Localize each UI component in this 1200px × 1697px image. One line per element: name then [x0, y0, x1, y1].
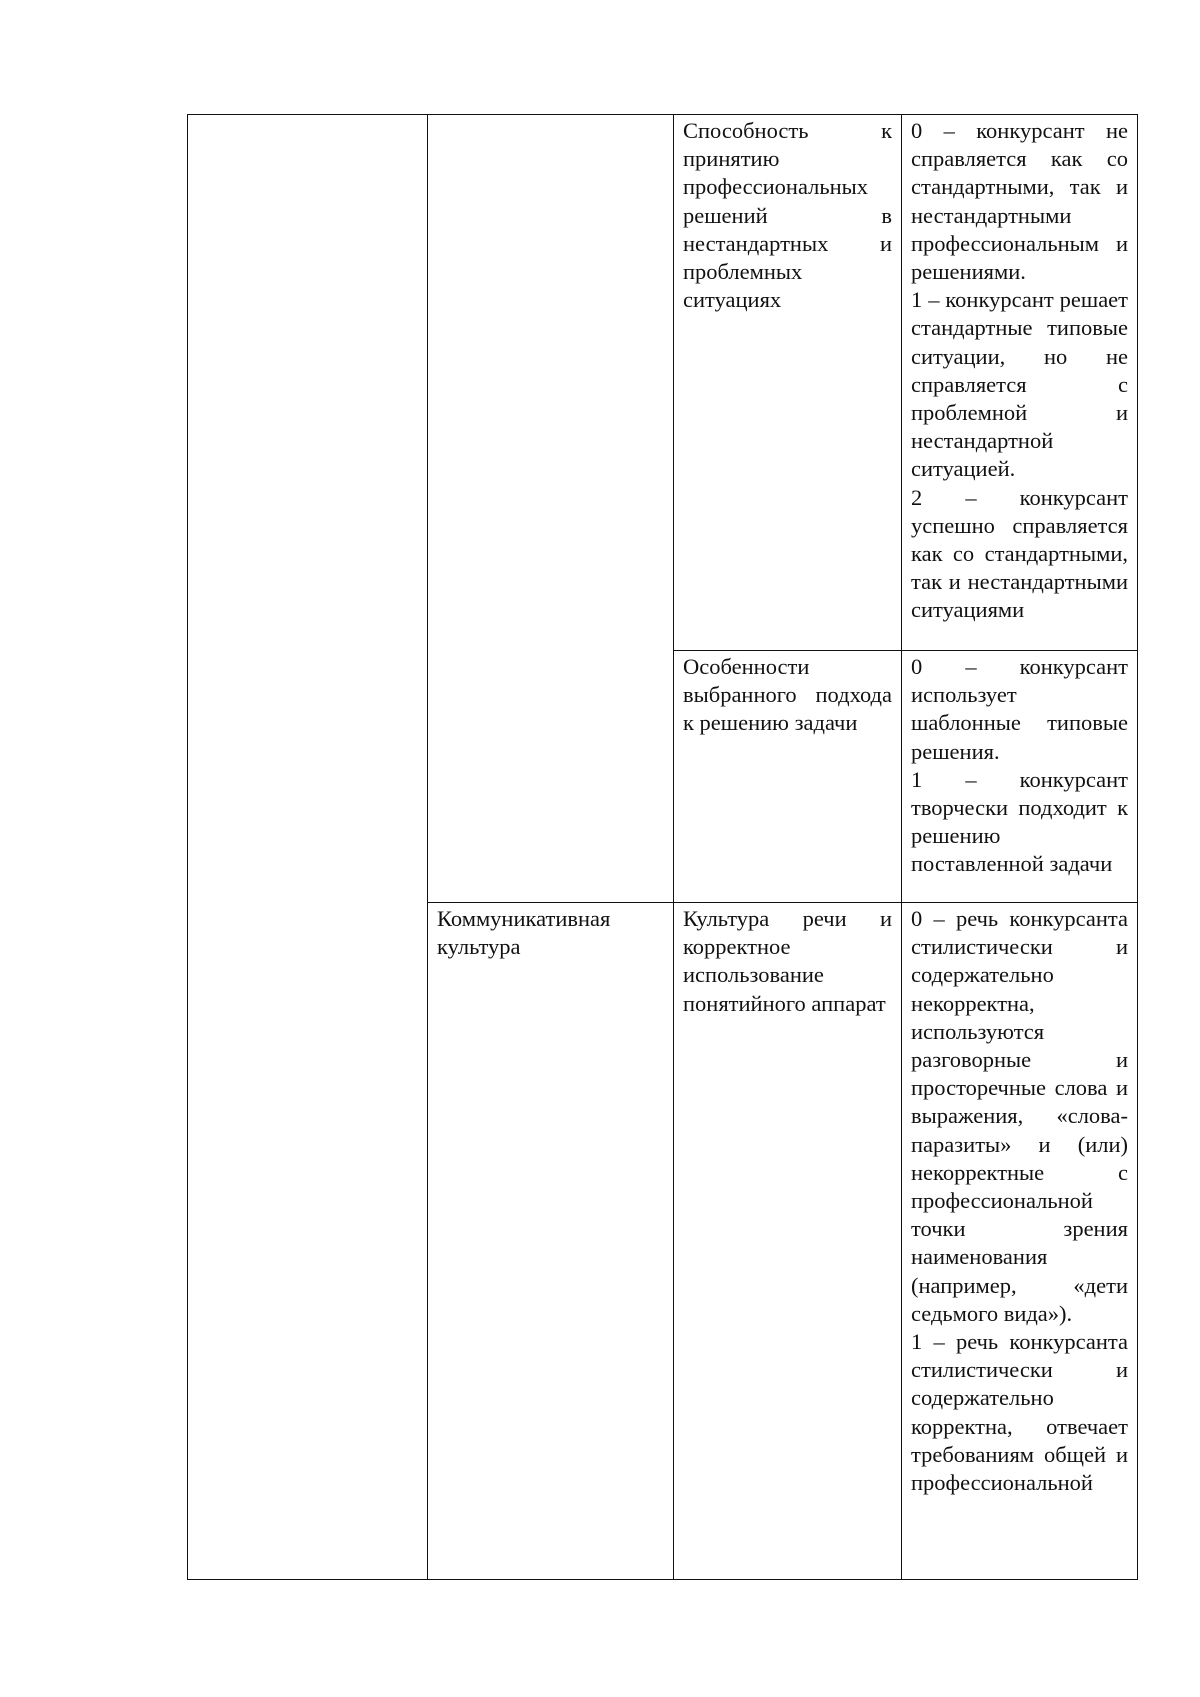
score-level-text: 1 – речь конкурсанта стилистически и содержательно корректна, отвечает требованиям общей и профессиональной	[911, 1329, 1128, 1496]
score-level-text: 0 – речь конкурсанта стилистически и содержательно некорректна, используются разговорные и просторечные слова и выражения, «слова-паразиты» и (или) некорректные с профессиональной точки зрения наименования (например, «дети седьмого вида»).	[911, 906, 1128, 1326]
score-description-cell	[902, 651, 1138, 903]
score-level-text: 0 – конкурсант не справляется как со стандартными, так и нестандартными профессиональным и решениями.	[911, 118, 1128, 285]
evaluation-criteria-table	[187, 114, 1138, 1580]
score-level-text: 0 – конкурсант использует шаблонные типовые решения.	[911, 654, 1128, 764]
score-description-cell	[902, 115, 1138, 651]
indicator-cell	[428, 115, 674, 903]
criterion-cell: Особенности выбранного подхода к решению задачи	[674, 651, 902, 903]
criterion-cell: Способность к принятию профессиональных решений в нестандартных и проблемных ситуациях	[674, 115, 902, 651]
score-level-text: 2 – конкурсант успешно справляется как со стандартными, так и нестандартными ситуациями	[911, 484, 1128, 623]
competency-cell	[188, 115, 428, 1580]
table-row	[188, 115, 1138, 651]
score-level-text: 1 – конкурсант творчески подходит к решению поставленной задачи	[911, 766, 1128, 877]
score-description-cell	[902, 903, 1138, 1580]
score-level-text: 1 – конкурсант решает стандартные типовые ситуации, но не справляется с проблемной и нестандартной ситуацией.	[911, 287, 1128, 482]
criterion-cell: Культура речи и корректное использование понятийного аппарат	[674, 903, 902, 1580]
indicator-cell: Коммуникативная культура	[428, 903, 674, 1580]
